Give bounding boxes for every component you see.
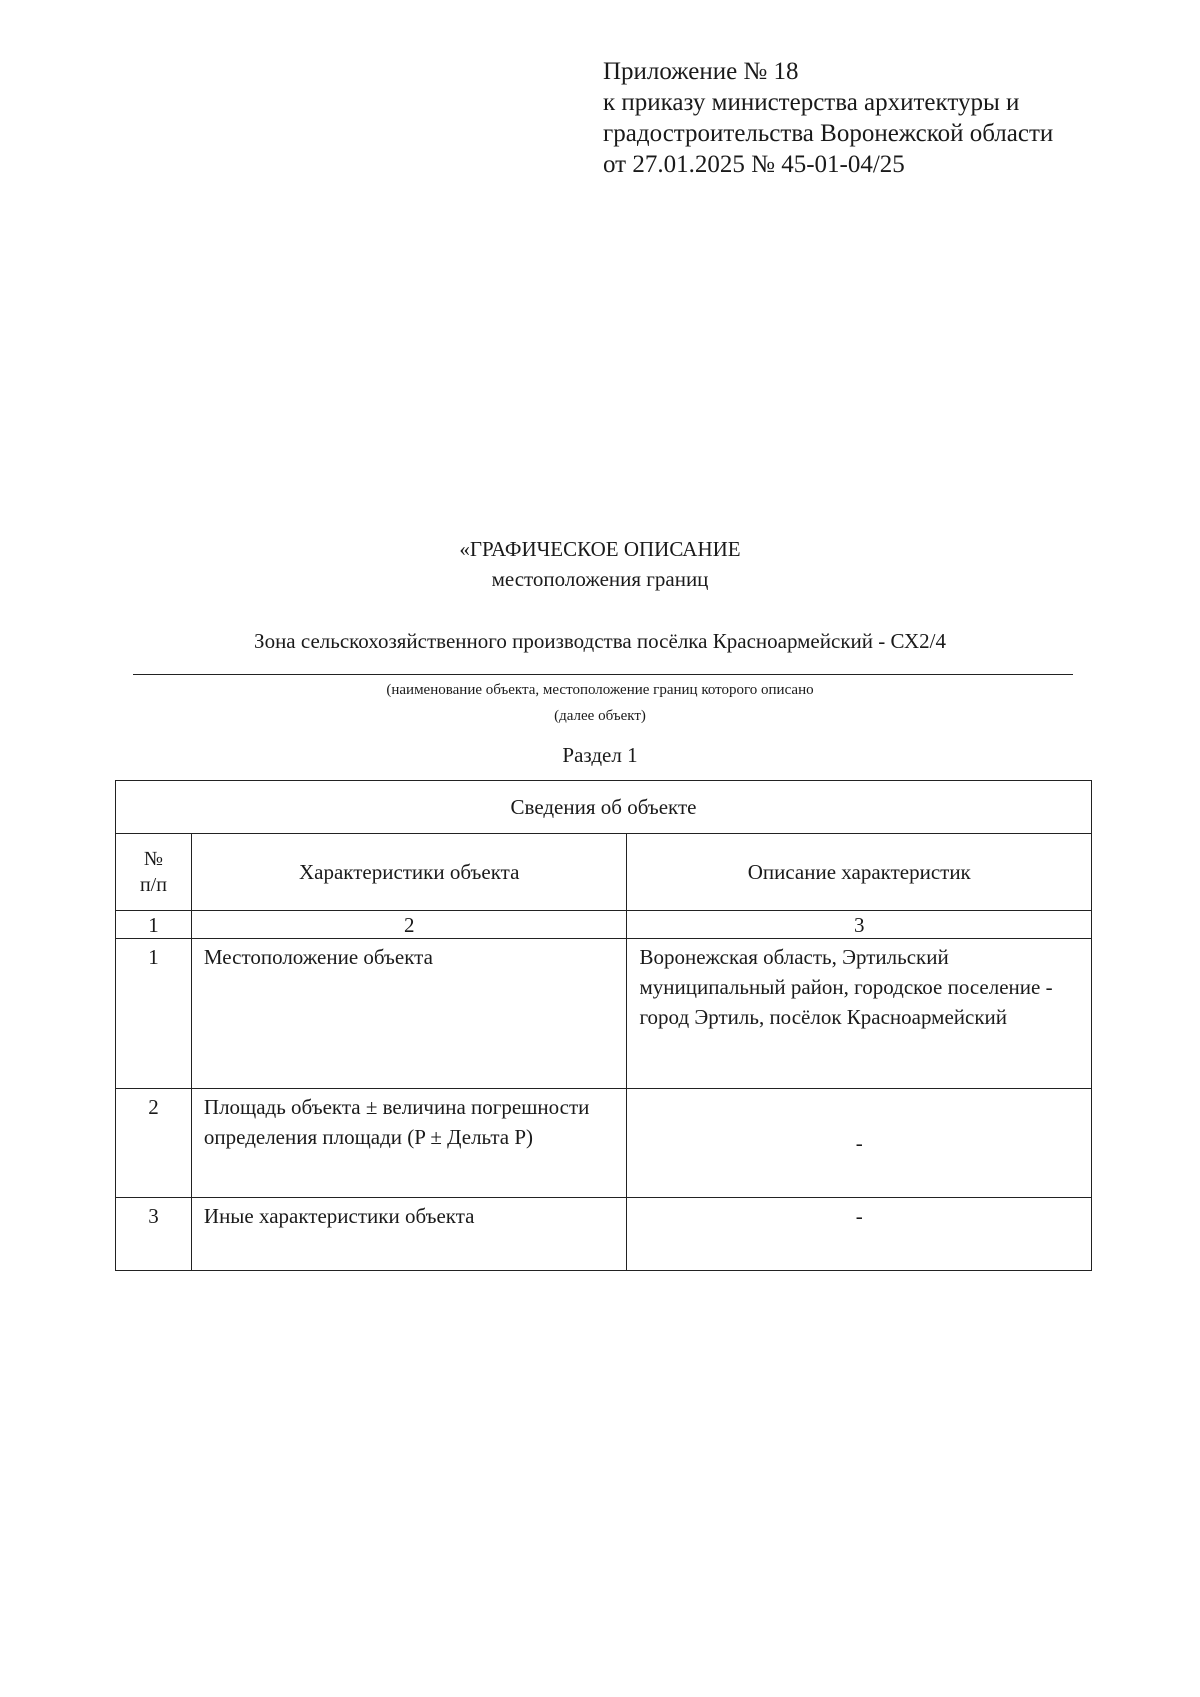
row-characteristic: Площадь объекта ± величина погрешности определения площади (P ± Дельта P) bbox=[191, 1089, 627, 1198]
object-name: Зона сельскохозяйственного производства посёлка Красноармейский - СХ2/4 bbox=[254, 629, 946, 653]
table-row bbox=[116, 1198, 1092, 1271]
column-index: 3 bbox=[627, 911, 1092, 939]
column-index: 1 bbox=[116, 911, 192, 939]
document-subtitle: местоположения границ bbox=[491, 567, 709, 591]
appendix-line: Приложение № 18 bbox=[603, 58, 799, 85]
header-num-line: п/п bbox=[139, 874, 167, 896]
row-description: - bbox=[627, 1089, 1092, 1198]
table-caption: Сведения об объекте bbox=[116, 781, 1092, 834]
row-characteristic: Иные характеристики объекта bbox=[191, 1198, 627, 1271]
table-caption-row bbox=[116, 781, 1092, 834]
table-header-row bbox=[116, 834, 1092, 911]
row-characteristic: Местоположение объекта bbox=[191, 939, 627, 1089]
header-description: Описание характеристик bbox=[627, 834, 1092, 911]
row-description: - bbox=[627, 1198, 1092, 1271]
row-number: 3 bbox=[116, 1198, 192, 1271]
object-info-table bbox=[115, 780, 1092, 1271]
header-num bbox=[116, 834, 192, 911]
object-name-caption: (наименование объекта, местоположение границ которого описано bbox=[386, 682, 814, 698]
row-number: 2 bbox=[116, 1089, 192, 1198]
header-num-line: № bbox=[143, 848, 163, 870]
table-row bbox=[116, 1089, 1092, 1198]
document-title: «ГРАФИЧЕСКОЕ ОПИСАНИЕ bbox=[459, 537, 741, 561]
row-description: Воронежская область, Эртильский муниципальный район, городское поселение - город Эртиль, посёлок Красноармейский bbox=[627, 939, 1092, 1089]
appendix-header bbox=[603, 56, 1163, 180]
table-row bbox=[116, 939, 1092, 1089]
column-index-row bbox=[116, 911, 1092, 939]
appendix-line: градостроительства Воронежской области bbox=[603, 120, 1054, 147]
appendix-line: от 27.01.2025 № 45-01-04/25 bbox=[603, 151, 905, 178]
header-characteristics: Характеристики объекта bbox=[191, 834, 627, 911]
column-index: 2 bbox=[191, 911, 627, 939]
row-number: 1 bbox=[116, 939, 192, 1089]
appendix-line: к приказу министерства архитектуры и bbox=[603, 89, 1020, 116]
object-name-underline bbox=[133, 674, 1073, 675]
section-label: Раздел 1 bbox=[562, 743, 638, 767]
object-name-caption-continued: (далее объект) bbox=[554, 708, 646, 724]
